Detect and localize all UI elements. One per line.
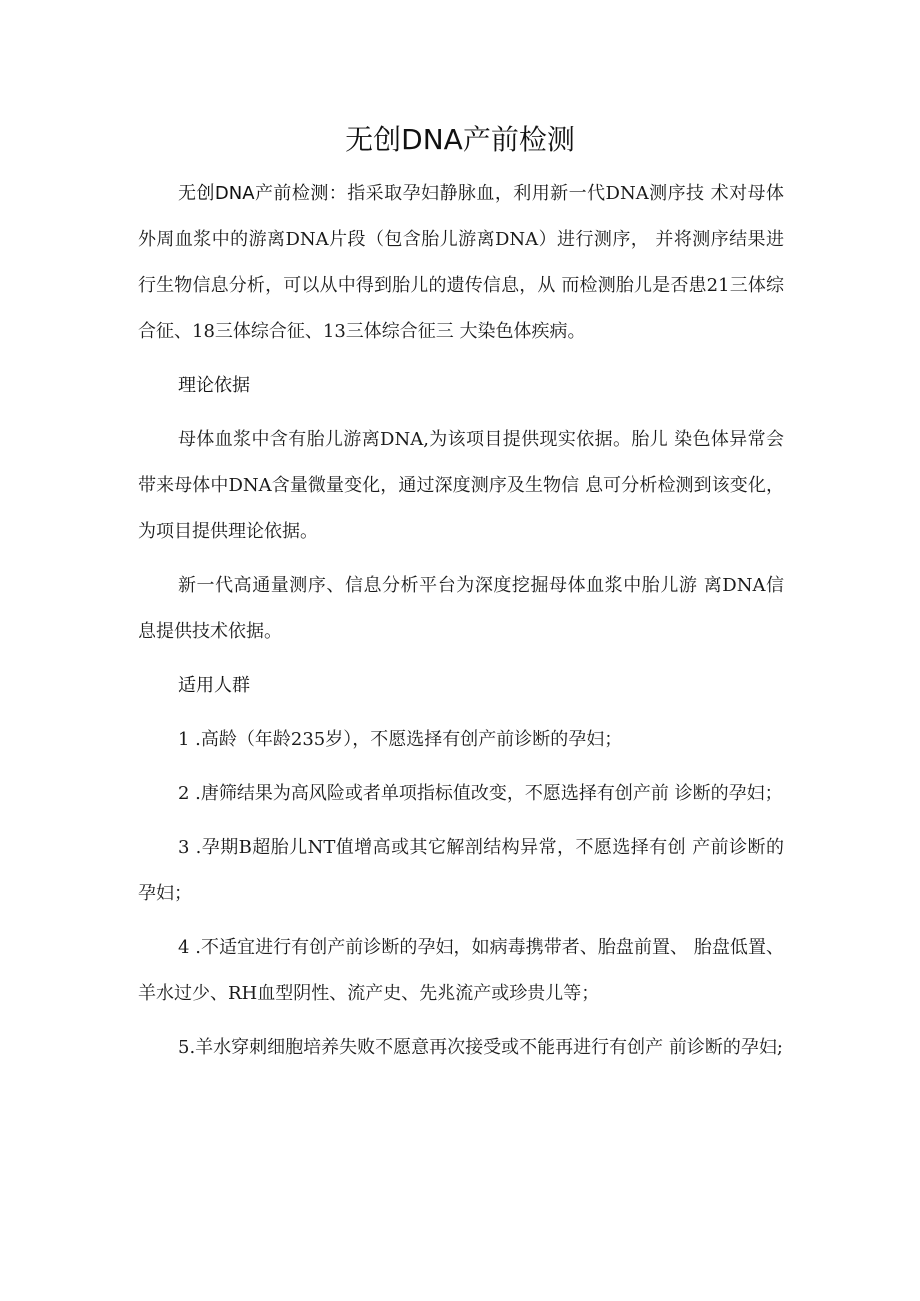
section-heading-theory: 理论依据 (178, 375, 250, 396)
document-body (138, 171, 784, 1071)
population-item-2: 2 .唐筛结果为高风险或者单项指标值改变，不愿选择有创产前 诊断的孕妇； (178, 783, 783, 804)
intro-paragraph (138, 171, 784, 355)
theory-paragraph-1: 母体血浆中含有胎儿游离DNA,为该项目提供现实依据。胎儿 染色体异常会带来母体中DNA含量微量变化，通过深度测序及生物信 息可分析检测到该变化，为项目提供理论依据。 (138, 429, 784, 542)
population-item-4: 4 .不适宜进行有创产前诊断的孕妇，如病毒携带者、胎盘前置、 胎盘低置、羊水过少、RH血型阴性、流产史、先兆流产或珍贵儿等； (138, 937, 784, 1004)
population-item-1: 1 .高龄（年龄235岁），不愿选择有创产前诊断的孕妇； (178, 729, 623, 750)
intro-term: 无创DNA产前检测： (178, 183, 348, 204)
population-item-5: 5.羊水穿刺细胞培养失败不愿意再次接受或不能再进行有创产 前诊断的孕妇; (178, 1037, 783, 1058)
intro-text: 指采取孕妇静脉血，利用新一代DNA测序技 术对母体外周血浆中的游离DNA片段（包含胎儿游离DNA）进行测序， 并将测序结果进行生物信息分析，可以从中得到胎儿的遗传信息，从 而检测胎儿是否患21三体综合征、18三体综合征、13三体综合征三 大染色体疾病。 (138, 183, 785, 342)
population-item-3: 3 .孕期B超胎儿NT值增高或其它解剖结构异常，不愿选择有创 产前诊断的孕妇； (138, 837, 784, 904)
theory-paragraph-2: 新一代高通量测序、信息分析平台为深度挖掘母体血浆中胎儿游 离DNA信息提供技术依据。 (138, 575, 784, 642)
section-heading-population: 适用人群 (178, 675, 250, 696)
document-title: 无创DNA产前检测 (345, 123, 575, 156)
